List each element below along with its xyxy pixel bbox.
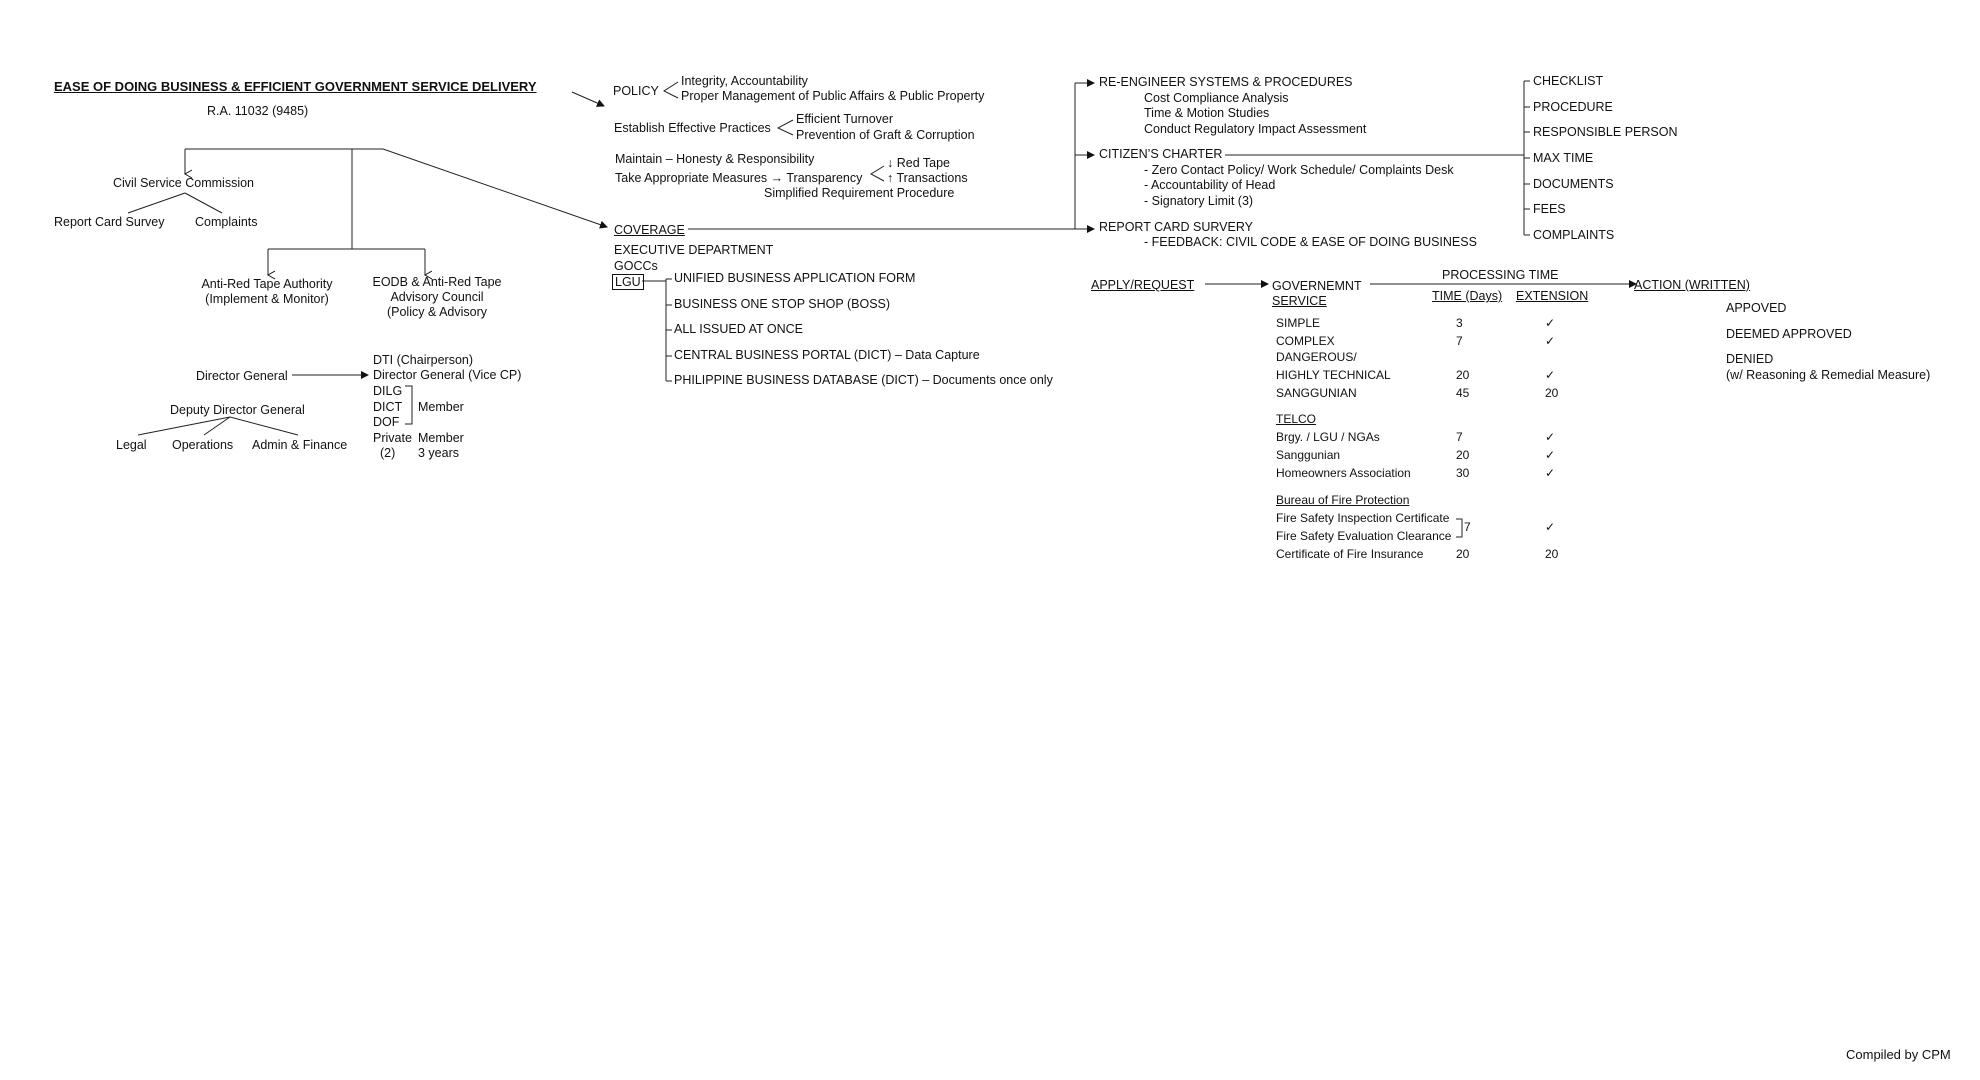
- charter-label: CITIZEN’S CHARTER: [1099, 147, 1223, 161]
- bfp-label: Bureau of Fire Protection: [1276, 493, 1410, 507]
- service-name: HIGHLY TECHNICAL: [1276, 368, 1391, 382]
- charter-item: - Zero Contact Policy/ Work Schedule/ Complaints Desk: [1144, 163, 1454, 177]
- charter-list-item: PROCEDURE: [1533, 100, 1613, 114]
- member-dilg: DILG: [373, 384, 403, 398]
- footer-credit: Compiled by CPM: [1846, 1047, 1951, 1062]
- member-private-count: (2): [380, 446, 396, 460]
- service-extension: ✓: [1545, 316, 1556, 330]
- bfp-row-name: Fire Safety Evaluation Clearance: [1276, 529, 1452, 543]
- action-item: APPOVED: [1726, 301, 1787, 315]
- member-term: 3 years: [418, 446, 459, 460]
- council-label-2: Advisory Council: [390, 290, 484, 304]
- member-dof: DOF: [373, 415, 400, 429]
- member-private: Private: [373, 431, 412, 445]
- member-dict: DICT: [373, 400, 403, 414]
- unit-legal: Legal: [116, 438, 147, 452]
- practices-item: Prevention of Graft & Corruption: [796, 128, 975, 142]
- service-extension: 20: [1545, 386, 1559, 400]
- report-card-item: - FEEDBACK: CIVIL CODE & EASE OF DOING BUSINESS: [1144, 235, 1477, 249]
- law-reference: R.A. 11032 (9485): [207, 104, 309, 118]
- charter-list-item: MAX TIME: [1533, 151, 1594, 165]
- bfp-group-extension: ✓: [1545, 520, 1556, 534]
- telco-row-extension: ✓: [1545, 466, 1556, 480]
- council-role: (Policy & Advisory: [386, 305, 488, 319]
- measures-label: Take Appropriate Measures → Transparency: [615, 171, 863, 185]
- member-dti: DTI (Chairperson): [373, 353, 474, 367]
- service-name: COMPLEX: [1276, 334, 1335, 348]
- bfp-group-time: 7: [1464, 520, 1471, 534]
- processing-time-label: PROCESSING TIME: [1442, 268, 1559, 282]
- charter-list-item: FEES: [1533, 202, 1566, 216]
- charter-list-item: DOCUMENTS: [1533, 177, 1614, 191]
- charter-list-item: CHECKLIST: [1533, 74, 1604, 88]
- service-name: DANGEROUS/: [1276, 350, 1357, 364]
- service-extension: ✓: [1545, 368, 1556, 382]
- telco-row-time: 30: [1456, 466, 1470, 480]
- telco-row-name: Brgy. / LGU / NGAs: [1276, 430, 1380, 444]
- coverage-item: GOCCs: [614, 259, 658, 273]
- charter-item: - Accountability of Head: [1144, 178, 1276, 192]
- charter-item: - Signatory Limit (3): [1144, 194, 1254, 208]
- service-name: SANGGUNIAN: [1276, 386, 1357, 400]
- reengineer-label: RE-ENGINEER SYSTEMS & PROCEDURES: [1099, 75, 1353, 89]
- lgu-box: LGU: [612, 274, 644, 290]
- bfp-row-time: 20: [1456, 547, 1470, 561]
- service-time: 45: [1456, 386, 1470, 400]
- extension-column-header: EXTENSION: [1516, 289, 1589, 303]
- practices-label: Establish Effective Practices: [614, 121, 771, 135]
- csc-label: Civil Service Commission: [113, 176, 254, 190]
- arta-label: Anti-Red Tape Authority: [201, 277, 333, 291]
- reengineer-item: Cost Compliance Analysis: [1144, 91, 1289, 105]
- measures-item: ↓ Red Tape: [887, 156, 951, 170]
- measures-item: ↑ Transactions: [887, 171, 968, 185]
- bfp-row-name: Fire Safety Inspection Certificate: [1276, 511, 1450, 525]
- action-label: ACTION (WRITTEN): [1634, 278, 1750, 292]
- lgu-item: PHILIPPINE BUSINESS DATABASE (DICT) – Documents once only: [674, 373, 1053, 387]
- telco-row-extension: ✓: [1545, 448, 1556, 462]
- apply-request: APPLY/REQUEST: [1091, 278, 1195, 292]
- policy-label: POLICY: [613, 84, 659, 98]
- coverage-label: COVERAGE: [614, 223, 685, 237]
- unit-operations: Operations: [172, 438, 234, 452]
- lgu-item: BUSINESS ONE STOP SHOP (BOSS): [674, 297, 891, 311]
- time-column-header: TIME (Days): [1432, 289, 1503, 303]
- unit-admin-finance: Admin & Finance: [252, 438, 348, 452]
- bfp-row-name: Certificate of Fire Insurance: [1276, 547, 1424, 561]
- service-time: 20: [1456, 368, 1470, 382]
- private-member-label: Member: [418, 431, 464, 445]
- action-item: DEEMED APPROVED: [1726, 327, 1852, 341]
- telco-row-time: 20: [1456, 448, 1470, 462]
- director-general: Director General: [196, 369, 288, 383]
- coverage-item: EXECUTIVE DEPARTMENT: [614, 243, 774, 257]
- policy-item: Proper Management of Public Affairs & Public Property: [681, 89, 985, 103]
- member-dg: Director General (Vice CP): [373, 368, 522, 382]
- action-item: DENIED: [1726, 352, 1774, 366]
- arta-role: (Implement & Monitor): [205, 292, 329, 306]
- telco-row-name: Homeowners Association: [1276, 466, 1411, 480]
- action-item: (w/ Reasoning & Remedial Measure): [1726, 368, 1931, 382]
- report-card-label: REPORT CARD SURVERY: [1099, 220, 1253, 234]
- lgu-item: CENTRAL BUSINESS PORTAL (DICT) – Data Capture: [674, 348, 980, 362]
- telco-row-time: 7: [1456, 430, 1463, 444]
- deputy-director-general: Deputy Director General: [170, 403, 305, 417]
- csc-item-complaints: Complaints: [195, 215, 258, 229]
- bfp-row-extension: 20: [1545, 547, 1559, 561]
- reengineer-item: Conduct Regulatory Impact Assessment: [1144, 122, 1367, 136]
- lgu-item: UNIFIED BUSINESS APPLICATION FORM: [674, 271, 916, 285]
- maintain-text: Maintain – Honesty & Responsibility: [615, 152, 815, 166]
- telco-label: TELCO: [1276, 412, 1317, 426]
- council-label: EODB & Anti-Red Tape: [372, 275, 502, 289]
- practices-item: Efficient Turnover: [796, 112, 894, 126]
- government-service-label: GOVERNEMNT: [1272, 279, 1362, 293]
- policy-item: Integrity, Accountability: [681, 74, 808, 88]
- service-name: SIMPLE: [1276, 316, 1321, 330]
- reengineer-item: Time & Motion Studies: [1144, 106, 1270, 120]
- telco-row-extension: ✓: [1545, 430, 1556, 444]
- measures-extra: Simplified Requirement Procedure: [764, 186, 955, 200]
- charter-list-item: RESPONSIBLE PERSON: [1533, 125, 1678, 139]
- service-time: 3: [1456, 316, 1463, 330]
- service-extension: ✓: [1545, 334, 1556, 348]
- charter-list-item: COMPLAINTS: [1533, 228, 1615, 242]
- service-time: 7: [1456, 334, 1463, 348]
- lgu-item: ALL ISSUED AT ONCE: [674, 322, 803, 336]
- page-title: EASE OF DOING BUSINESS & EFFICIENT GOVERNMENT SERVICE DELIVERY: [54, 79, 537, 94]
- member-label: Member: [418, 400, 464, 414]
- telco-row-name: Sanggunian: [1276, 448, 1341, 462]
- csc-item-report-card: Report Card Survey: [54, 215, 165, 229]
- government-service-label-2: SERVICE: [1272, 294, 1327, 308]
